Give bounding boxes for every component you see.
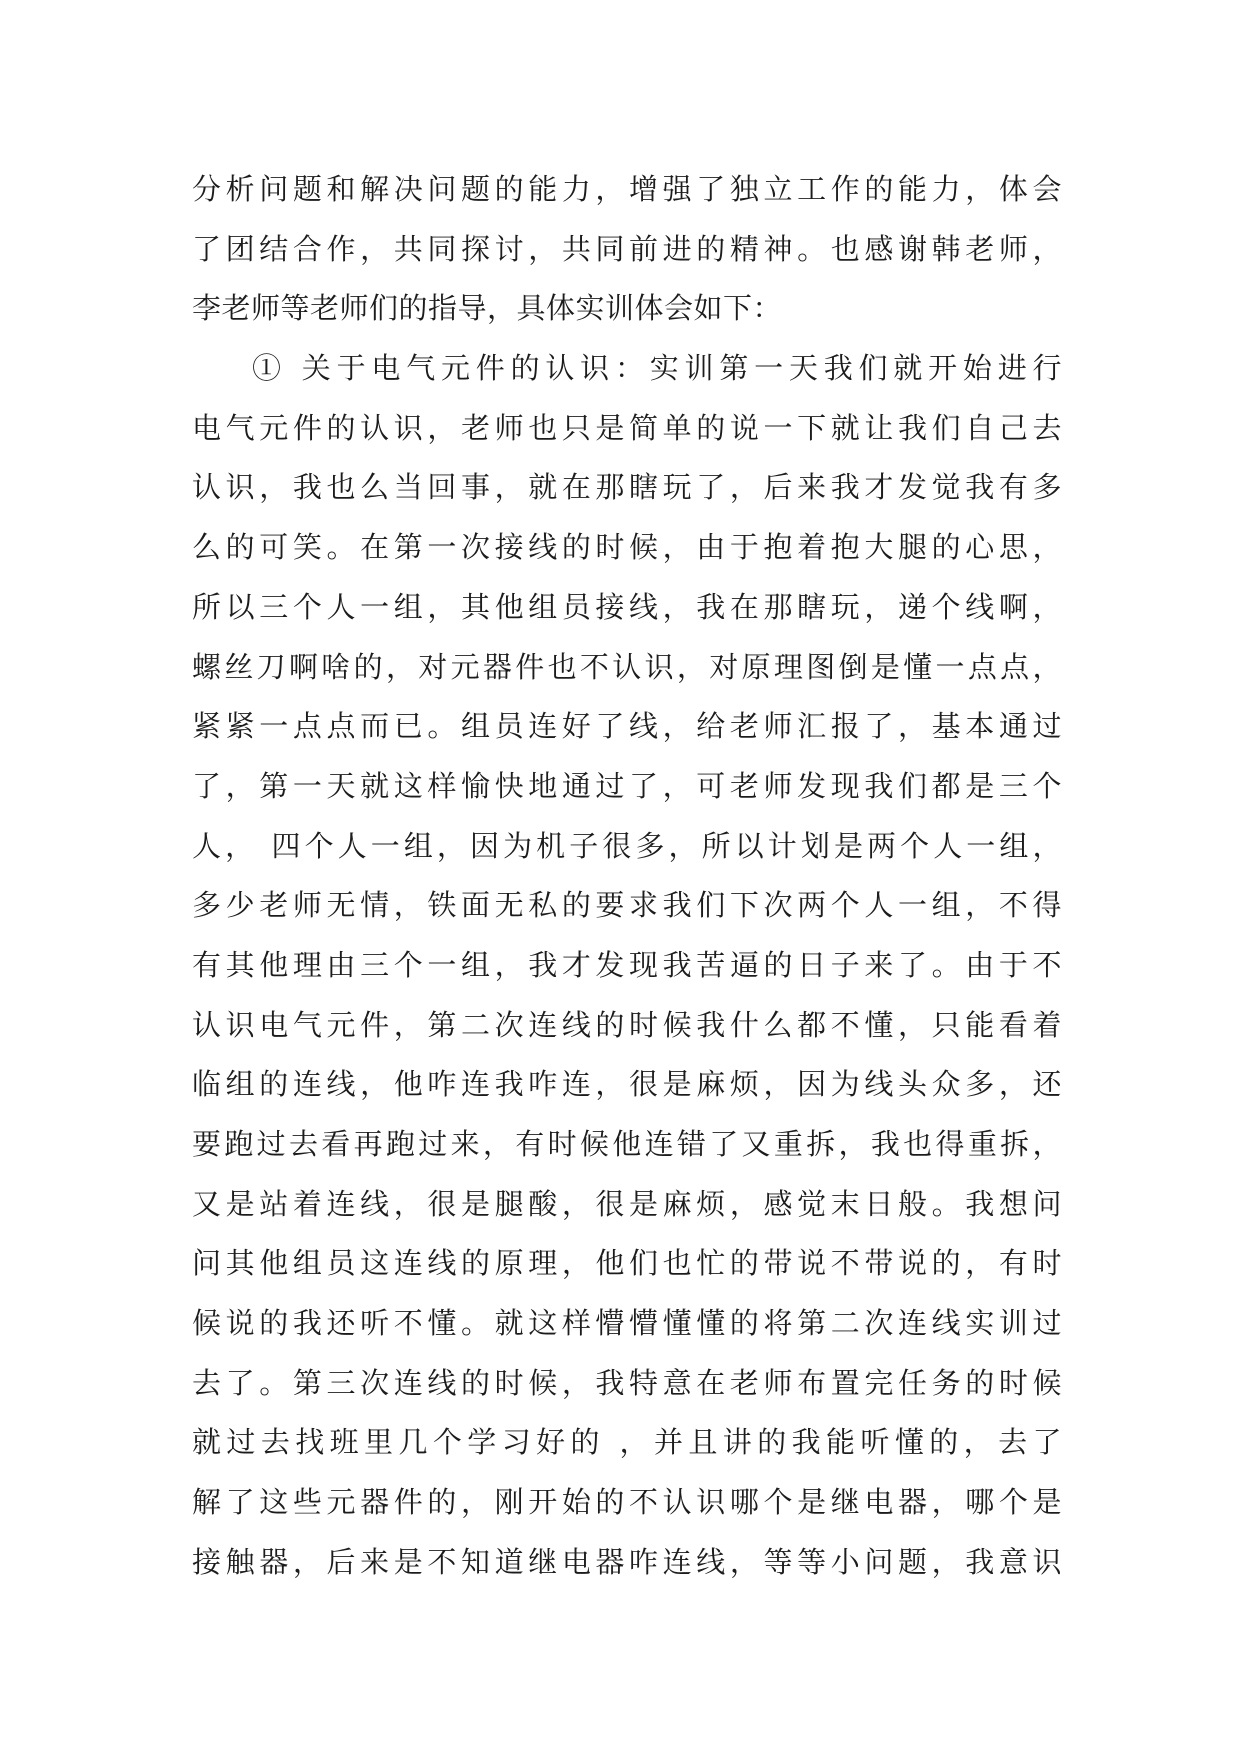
text-line-13: 多少老师无情，铁面无私的要求我们下次两个人一组，不得 — [192, 888, 1062, 923]
text-line-2: 了团结合作，共同探讨，共同前进的精神。也感谢韩老师， — [192, 231, 1062, 266]
text-line-5: 电气元件的认识，老师也只是简单的说一下就让我们自己去 — [192, 410, 1062, 445]
text-line-7: 么的可笑。在第一次接线的时候，由于抱着抱大腿的心思， — [192, 530, 1062, 565]
text-line-19: 问其他组员这连线的原理，他们也忙的带说不带说的，有时 — [192, 1246, 1062, 1281]
text-line-24: 接触器，后来是不知道继电器咋连线，等等小问题，我意识 — [192, 1544, 1062, 1579]
text-line-10: 紧紧一点点而已。组员连好了线，给老师汇报了，基本通过 — [192, 709, 1062, 744]
text-line-18: 又是站着连线，很是腿酸，很是麻烦，感觉末日般。我想问 — [192, 1186, 1062, 1221]
text-line-23: 解了这些元器件的，刚开始的不认识哪个是继电器，哪个是 — [192, 1485, 1062, 1520]
text-line-12: 人， 四个人一组，因为机子很多，所以计划是两个人一组， — [192, 828, 1062, 863]
text-line-17: 要跑过去看再跑过来，有时候他连错了又重拆，我也得重拆， — [192, 1127, 1062, 1161]
text-line-4: ① 关于电气元件的认识：实训第一天我们就开始进行 — [252, 351, 1062, 386]
text-line-20: 候说的我还听不懂。就这样懵懵懂懂的将第二次连线实训过 — [192, 1306, 1062, 1341]
text-line-3: 李老师等老师们的指导，具体实训体会如下： — [192, 291, 783, 326]
text-line-15: 认识电气元件，第二次连线的时候我什么都不懂，只能看着 — [192, 1007, 1062, 1042]
text-line-14: 有其他理由三个一组，我才发现我苦逼的日子来了。由于不 — [192, 947, 1062, 982]
text-line-16: 临组的连线，他咋连我咋连，很是麻烦，因为线头众多，还 — [192, 1067, 1062, 1102]
text-line-9: 螺丝刀啊啥的，对元器件也不认识，对原理图倒是懂一点点， — [192, 649, 1062, 684]
text-line-22: 就过去找班里几个学习好的 ，并且讲的我能听懂的，去了 — [192, 1425, 1062, 1460]
text-line-6: 认识，我也么当回事，就在那瞎玩了，后来我才发觉我有多 — [192, 470, 1062, 505]
text-line-21: 去了。第三次连线的时候，我特意在老师布置完任务的时候 — [192, 1365, 1062, 1400]
text-line-8: 所以三个人一组，其他组员接线，我在那瞎玩，递个线啊， — [192, 589, 1062, 624]
body-text — [192, 160, 1062, 1593]
text-line-1: 分析问题和解决问题的能力，增强了独立工作的能力，体会 — [192, 172, 1062, 206]
text-line-11: 了，第一天就这样愉快地通过了，可老师发现我们都是三个 — [192, 768, 1062, 803]
